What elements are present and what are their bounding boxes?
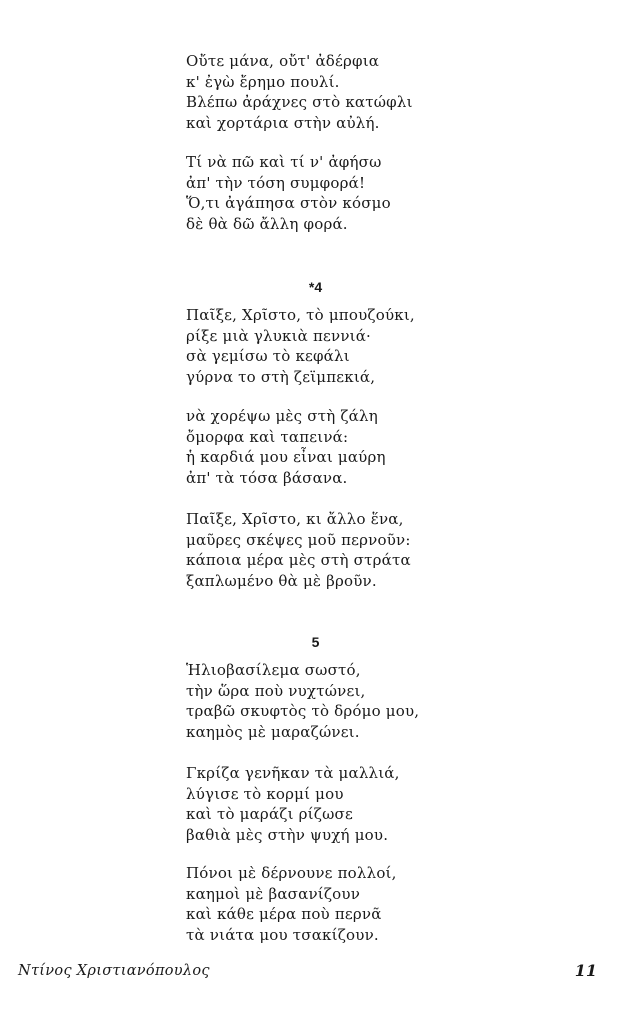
verse-line: λύγισε τὸ κορμί μου: [186, 784, 344, 803]
verse-line: γύρνα το στὴ ζεϊμπεκιά,: [186, 367, 376, 386]
verse-line: Τί νὰ πῶ καὶ τί ν' ἀφήσω: [186, 153, 382, 171]
verse-line: ὄμορφα καὶ ταπεινά:: [186, 427, 349, 446]
verse-line: ἀπ' τὴν τόση συμφορά!: [186, 173, 366, 192]
verse-line: σὰ γεμίσω τὸ κεφάλι: [186, 347, 350, 365]
verse-line: κ' ἐγὼ ἔρημο πουλί.: [186, 72, 340, 91]
footer-author: Ντίνος Χριστιανόπουλος: [18, 963, 210, 979]
verse-line: καὶ τὸ μαράζι ρίζωσε: [186, 805, 353, 823]
stanza: [186, 509, 486, 591]
stanza: [186, 51, 486, 133]
verse-line: κάποια μέρα μὲς στὴ στράτα: [186, 551, 411, 569]
verse-line: Παῖξε, Χρῖστο, τὸ μπουζούκι,: [186, 306, 415, 324]
stanza: [186, 763, 486, 845]
verse-line: ἡ καρδιά μου εἶναι μαύρη: [186, 448, 386, 466]
verse-line: ἀπ' τὰ τόσα βάσανα.: [186, 468, 348, 487]
verse-line: Ἡλιοβασίλεμα σωστό,: [186, 661, 361, 679]
verse-line: Πόνοι μὲ δέρνουνε πολλοί,: [186, 864, 397, 882]
verse-line: τὰ νιάτα μου τσακίζουν.: [186, 925, 379, 944]
verse-line: βαθιὰ μὲς στὴν ψυχή μου.: [186, 825, 389, 844]
verse-line: Οὔτε μάνα, οὔτ' ἀδέρφια: [186, 52, 380, 70]
stanza: [186, 660, 486, 742]
verse-line: νὰ χορέψω μὲς στὴ ζάλη: [186, 407, 378, 425]
verse-line: καὶ κάθε μέρα ποὺ περνᾶ: [186, 905, 382, 923]
verse-line: καημοὶ μὲ βασανίζουν: [186, 884, 361, 903]
verse-line: καὶ χορτάρια στὴν αὐλή.: [186, 113, 380, 132]
stanza: [186, 305, 486, 387]
stanza: [186, 152, 486, 234]
stanza: [186, 863, 486, 945]
verse-line: Παῖξε, Χρῖστο, κι ἄλλο ἕνα,: [186, 510, 404, 528]
verse-line: Γκρίζα γενῆκαν τὰ μαλλιά,: [186, 764, 400, 782]
verse-line: ρίξε μιὰ γλυκιὰ πεννιά·: [186, 326, 372, 345]
verse-line: Βλέπω ἀράχνες στὸ κατώφλι: [186, 93, 413, 111]
verse-line: τὴν ὥρα ποὺ νυχτώνει,: [186, 681, 366, 700]
verse-line: ξαπλωμένο θὰ μὲ βροῦν.: [186, 571, 377, 590]
verse-line: τραβῶ σκυφτὸς τὸ δρόμο μου,: [186, 702, 420, 720]
poem-number: *4: [308, 279, 323, 295]
page-number: 11: [574, 961, 597, 980]
verse-line: καημὸς μὲ μαραζώνει.: [186, 722, 360, 741]
verse-line: δὲ θὰ δῶ ἄλλη φορά.: [186, 214, 348, 233]
stanza: [186, 406, 486, 488]
verse-line: μαῦρες σκέψες μοῦ περνοῦν:: [186, 530, 411, 549]
poem-number: 5: [311, 634, 320, 650]
verse-line: Ὅ,τι ἀγάπησα στὸν κόσμο: [186, 194, 391, 212]
